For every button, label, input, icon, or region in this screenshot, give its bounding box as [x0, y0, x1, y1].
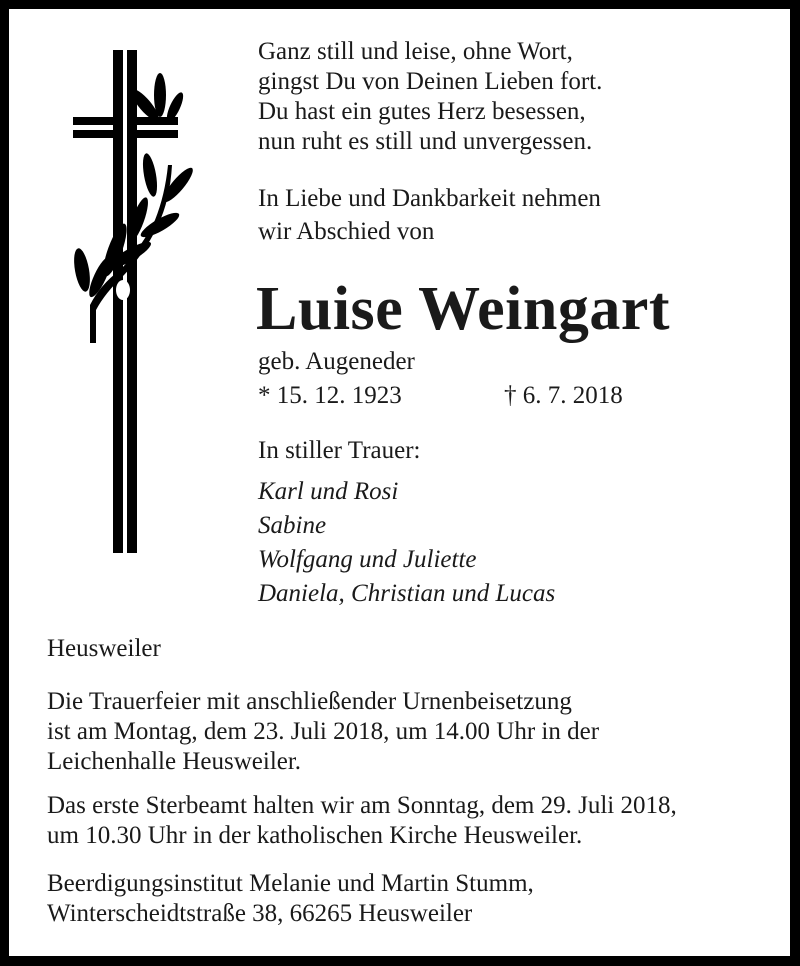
intro-line: In Liebe und Dankbarkeit nehmen [258, 185, 601, 212]
poem-line: gingst Du von Deinen Lieben fort. [258, 68, 603, 95]
birth-date: * 15. 12. 1923 [258, 382, 402, 409]
mourner: Wolfgang und Juliette [258, 546, 477, 573]
mourners-heading: In stiller Trauer: [258, 437, 421, 464]
undertaker-line: Winterscheidtstraße 38, 66265 Heusweiler [47, 900, 473, 927]
poem-line: Ganz still und leise, ohne Wort, [258, 38, 573, 65]
life-dates [258, 381, 623, 411]
cross-with-palm-branch-icon [60, 45, 200, 560]
undertaker-line: Beerdigungsinstitut Melanie und Martin Stumm, [47, 870, 534, 897]
intro-line: wir Abschied von [258, 218, 435, 245]
mourner: Sabine [258, 512, 327, 539]
poem-line: nun ruht es still und unvergessen. [258, 128, 593, 155]
intro [258, 182, 601, 248]
funeral-info [47, 687, 599, 777]
mass-line: Das erste Sterbeamt halten wir am Sonntag, dem 29. Juli 2018, [47, 792, 677, 819]
mourner: Karl und Rosi [258, 478, 399, 505]
mass-line: um 10.30 Uhr in der katholischen Kirche Heusweiler. [47, 822, 583, 849]
undertaker-info [47, 869, 534, 929]
funeral-line: ist am Montag, dem 23. Juli 2018, um 14.00 Uhr in der [47, 718, 600, 745]
place: Heusweiler [47, 635, 161, 662]
funeral-line: Die Trauerfeier mit anschließender Urnenbeisetzung [47, 688, 572, 715]
mass-info [47, 791, 677, 851]
poem [258, 37, 602, 157]
funeral-line: Leichenhalle Heusweiler. [47, 748, 302, 775]
mourners-list [258, 475, 555, 611]
maiden-name: geb. Augeneder [258, 348, 415, 375]
mourner: Daniela, Christian und Lucas [258, 580, 556, 607]
deceased-name: Luise Weingart [256, 275, 671, 343]
death-date: † 6. 7. 2018 [504, 382, 623, 409]
poem-line: Du hast ein gutes Herz besessen, [258, 98, 586, 125]
